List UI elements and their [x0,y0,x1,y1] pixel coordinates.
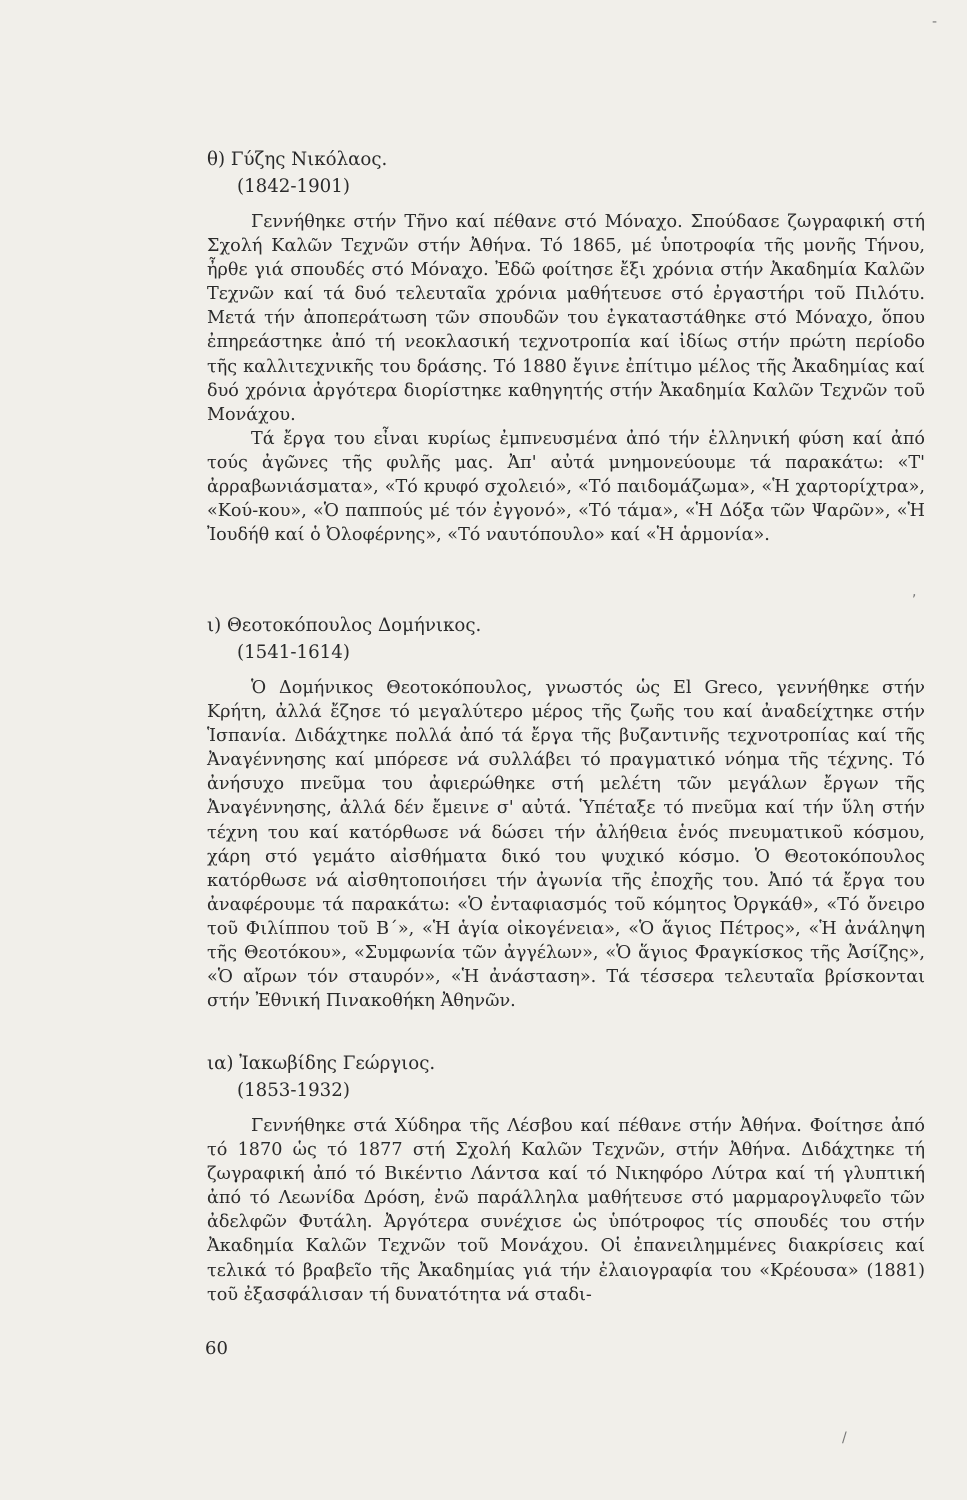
page-number: 60 [205,1338,228,1359]
entry-years: (1853-1932) [237,1080,350,1101]
entry-heading: ι) Θεοτοκόπουλος Δομήνικος. [207,615,482,636]
entry-years: (1541-1614) [237,642,350,663]
entry-paragraph: Ὁ Δομήνικος Θεοτοκόπουλος, γνωστός ὡς El Greco, γεννήθηκε στήν Κρήτη, ἀλλά ἔζησε τό μεγαλύτερο μέρος τῆς ζωῆς του καί ἀναδείχτηκε στήν Ἱσπανία. Διδάχτηκε πολλά ἀπό τά ἔργα τῆς βυζαντινῆς τεχνοτροπίας καί τῆς Ἀναγέννησης καί μπόρεσε νά συλλάβει τό πραγματικό νόημα τῆς τέχνης. Τό ἀνήσυχο πνεῦμα του ἀφιερώθηκε στή μελέτη τῶν μεγάλων ἔργων τῆς Ἀναγέννησης, ἀλλά δέν ἔμεινε σ' αὐτά. Ὑπέταξε τό πνεῦμα καί τήν ὕλη στήν τέχνη του καί κατόρθωσε νά δώσει τήν ἀλήθεια ἑνός πνευματικοῦ κόσμου, χάρη στό γεμάτο αἰσθήματα δικό του ψυχικό κόσμο. Ὁ Θεοτοκόπουλος κατόρθωσε νά αἰσθητοποιήσει τήν ἀγωνία τῆς ἐποχῆς του. Ἀπό τά ἔργα του ἀναφέρουμε τά παρακάτω: «Ὁ ἐνταφιασμός τοῦ κόμητος Ὀργκάθ», «Τό ὄνειρο τοῦ Φιλίππου τοῦ Β΄», «Ἡ ἁγία οἰκογένεια», «Ὁ ἅγιος Πέτρος», «Ἡ ἀνάληψη τῆς Θεοτόκου», «Συμφωνία τῶν ἀγγέλων», «Ὁ ἅγιος Φραγκίσκος τῆς Ἀσίζης», «Ὁ αἴρων τόν σταυρόν», «Ἡ ἀνάσταση». Τά τέσσερα τελευταῖα βρίσκονται στήν Ἐθνική Πινακοθήκη Ἀθηνῶν. [207,678,925,1012]
entry-iakovidis [207,1050,925,1307]
scan-mark: / [842,1430,847,1446]
scan-mark: - [932,14,938,30]
entry-paragraph: Γεννήθηκε στήν Τῆνο καί πέθανε στό Μόναχο. Σπούδασε ζωγραφική στή Σχολή Καλῶν Τεχνῶν στήν Ἀθήνα. Τό 1865, μέ ὑποτροφία τῆς μονῆς Τήνου, ἦρθε γιά σπουδές στό Μόναχο. Ἐδῶ φοίτησε ἔξι χρόνια στήν Ἀκαδημία Καλῶν Τεχνῶν καί τά δυό τελευταῖα χρόνια μαθήτευσε στό ἐργαστήρι τοῦ Πιλότυ. Μετά τήν ἀποπεράτωση τῶν σπουδῶν του ἐγκαταστάθηκε στό Μόναχο, ὅπου ἐπηρεάστηκε ἀπό τή νεοκλασική τεχνοτροπία καί ἰδίως στήν πρώτη περίοδο τῆς καλλιτεχνικῆς του δράσης. Τό 1880 ἔγινε ἐπίτιμο μέλος τῆς Ἀκαδημίας καί δυό χρόνια ἀργότερα διορίστηκε καθηγητής στήν Ἀκαδημία Καλῶν Τεχνῶν τοῦ Μονάχου. [207,212,925,425]
entry-theotokopoulos [207,612,925,1013]
entry-heading: ια) Ἰακωβίδης Γεώργιος. [207,1053,436,1074]
entry-paragraph: Γεννήθηκε στά Χύδηρα τῆς Λέσβου καί πέθανε στήν Ἀθήνα. Φοίτησε ἀπό τό 1870 ὡς τό 1877 στή Σχολή Καλῶν Τεχνῶν, στήν Ἀθήνα. Διδάχτηκε τή ζωγραφική ἀπό τό Βικέντιο Λάντσα καί τό Νικηφόρο Λύτρα καί τή γλυπτική ἀπό τό Λεωνίδα Δρόση, ἐνῶ παράλληλα μαθήτευσε στό μαρμαρογλυφεῖο τῶν ἀδελφῶν Φυτάλη. Ἀργότερα συνέχισε ὡς ὑπότροφος τίς σπουδές του στήν Ἀκαδημία Καλῶν Τεχνῶν τοῦ Μονάχου. Οἱ ἐπανειλημμένες διακρίσεις καί τελικά τό βραβεῖο τῆς Ἀκαδημίας γιά τήν ἐλαιογραφία του «Κρέουσα» (1881) τοῦ ἐξασφάλισαν τή δυνατότητα νά σταδι- [207,1116,925,1305]
scan-mark: , [912,584,917,600]
entry-heading: θ) Γύζης Νικόλαος. [207,149,388,170]
entry-gyzis [207,146,925,547]
entry-paragraph: Τά ἔργα του εἶναι κυρίως ἐμπνευσμένα ἀπό τήν ἑλληνική φύση καί ἀπό τούς ἀγῶνες τῆς φυλῆς μας. Ἀπ' αὐτά μνημονεύουμε τά παρακάτω: «Τ' ἀρραβωνιάσματα», «Τό κρυφό σχολειό», «Τό παιδομάζωμα», «Ἡ χαρτορίχτρα», «Κού-κου», «Ὁ παππούς μέ τόν ἐγγονό», «Τό τάμα», «Ἡ Δόξα τῶν Ψαρῶν», «Ἡ Ἰουδήθ καί ὁ Ὀλοφέρνης», «Τό ναυτόπουλο» καί «Ἡ ἁρμονία». [207,428,925,546]
entry-years: (1842-1901) [237,176,350,197]
